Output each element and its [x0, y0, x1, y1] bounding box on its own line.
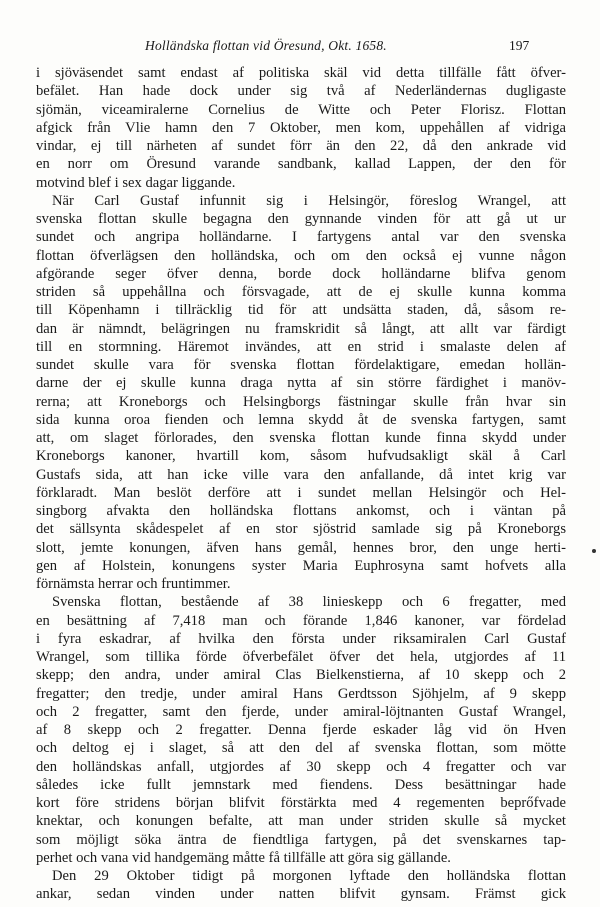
text-line: afgörande seger öfver denna, borde dock holländarne blifva genom	[36, 265, 566, 282]
text-line: sundet skulle vara för svenska flottan fördelaktigare, emedan hollän-	[36, 357, 566, 373]
text-line: motvind blef i sex dagar liggande.	[36, 174, 236, 191]
text-line: Wrangel, som tillika förde öfverbefälet öfver det hela, utgjordes af 11	[36, 649, 566, 665]
text-line: perhet och vana vid handgemäng måtte få tillfälle att göra sig gällande.	[36, 849, 451, 866]
text-line: till Köpenhamn i tillräcklig tid för att undsätta staden, då, såsom re-	[36, 302, 566, 319]
running-head	[0, 38, 600, 56]
text-line: skepp; den andra, under amiral Clas Bielkenstierna, af 10 skepp och 2	[36, 667, 566, 684]
text-line: af 8 skepp och 2 fregatter. Denna fjerde eskader låg vid ön Hven	[36, 722, 566, 738]
text-line: kort före stridens början blifvit förstärkta med 4 regementen beprőfvade	[36, 795, 566, 811]
text-line: en besättning af 7,418 man och förande 1,846 kanoner, var fördelad	[36, 612, 566, 629]
text-line: sida kunna oroa fienden och lemna skydd åt de svenska fartygen, samt	[36, 411, 566, 428]
text-line: dan är nämndt, belägringen nu framskridit så långt, att allt var färdigt	[36, 320, 566, 337]
text-line: Kroneborgs kanoner, hvartill kom, såsom hufvudsakligt skäl å Carl	[36, 448, 566, 465]
text-line: fregatter; den tredje, under amiral Hans Gerdtsson Sjöhjelm, af 9 skepp	[36, 685, 566, 702]
text-line: således icke fullt jemnstark med fiendens. Dess besättningar hade	[36, 776, 566, 793]
text-line: gen af Holstein, konungens syster Maria Euphrosyna samt hofvets alla	[36, 557, 566, 574]
text-line: förnämsta herrar och fruntimmer.	[36, 576, 231, 592]
text-line: det sällsynta skådespelet af en stor sjöstrid samlade sig på Kroneborgs	[36, 521, 566, 538]
text-line: sundet och angripa holländarne. I fartygens antal var den svenska	[36, 229, 566, 246]
text-line: i sjöväsendet samt endast af politiska skäl vid detta tillfälle fått öfver-	[36, 65, 566, 81]
text-line: och 2 fregatter, samt den fjerde, under amiral-löjtnanten Gustaf Wrangel,	[36, 703, 566, 720]
text-line: vindar, ej till närheten af sundet förr än den 22, då den ankrade vid	[36, 138, 566, 154]
text-line: afgick från Vlie hamn den 7 Oktober, men kom, uppehållen af vidriga	[36, 119, 566, 136]
text-line: Den 29 Oktober tidigt på morgonen lyftade den holländska flottan	[52, 868, 566, 884]
text-line: slott, jemte konungen, äfven hans gemål, hennes bror, den unge herti-	[36, 539, 566, 556]
text-line: befälet. Han hade dock under sig två af Nederländernas dugligaste	[36, 83, 566, 100]
text-line: den holländskas anfall, utgjordes af 30 skepp och 4 fregatter och var	[36, 758, 566, 775]
running-title: Holländska flottan vid Öresund, Okt. 1658.	[145, 38, 387, 53]
page-number: 197	[509, 38, 530, 53]
text-line: svenska flottan skulle begagna den gynnande vinden för att gå ut ur	[36, 211, 566, 227]
text-line: att, om slaget förlorades, den svenska flottan kunde finna skydd under	[36, 430, 566, 446]
text-line: knektar, och konungen befalte, att man under striden skulle så mycket	[36, 813, 566, 830]
text-line: förklaradt. Man beslöt derföre att i sundet mellan Helsingör och Hel-	[36, 484, 566, 501]
text-line: striden så uppehållna och försvagade, att de ej skulle kunna komma	[36, 284, 566, 300]
text-line: sjömän, viceamiralerne Cornelius de Witte och Peter Florisz. Flottan	[36, 101, 566, 118]
text-line: rerna; att Kroneborgs och Helsingborgs fästningar skulle från hvar sin	[36, 393, 566, 410]
text-line: singborg afvakta den holländska flottans ankomst, och i väntan på	[36, 503, 566, 519]
text-line: en norr om Öresund varande sandbank, kallad Lappen, der den för	[36, 156, 566, 173]
text-line: Svenska flottan, bestående af 38 linieskepp och 6 fregatter, med	[52, 594, 566, 611]
body-text	[36, 64, 566, 904]
text-line: till en stormning. Häremot invändes, att en strid i smalaste delen af	[36, 338, 566, 355]
margin-dot	[592, 549, 596, 553]
text-line: och deltog ej i slaget, så att den del af svenska flottan, som mötte	[36, 740, 566, 757]
text-line: flottan öfverlägsen den holländska, och om den också ej vunne någon	[36, 247, 566, 264]
text-line: Gustafs sida, att han icke ville vara den anfallande, då intet krig var	[36, 466, 566, 483]
text-line: När Carl Gustaf infunnit sig i Helsingör, föreslog Wrangel, att	[52, 192, 566, 209]
text-line: darne der ej skulle kunna draga nytta af sin större färdighet i manöv-	[36, 375, 566, 392]
text-line: i fyra eskadrar, af hvilka den första under riksamiralen Carl Gustaf	[36, 630, 566, 647]
text-line: ankar, sedan vinden under natten blifvit gynsam. Främst gick	[36, 886, 566, 903]
text-line: som möjligt söka äntra de fiendtliga fartygen, på det svenskarnes tap-	[36, 831, 566, 848]
